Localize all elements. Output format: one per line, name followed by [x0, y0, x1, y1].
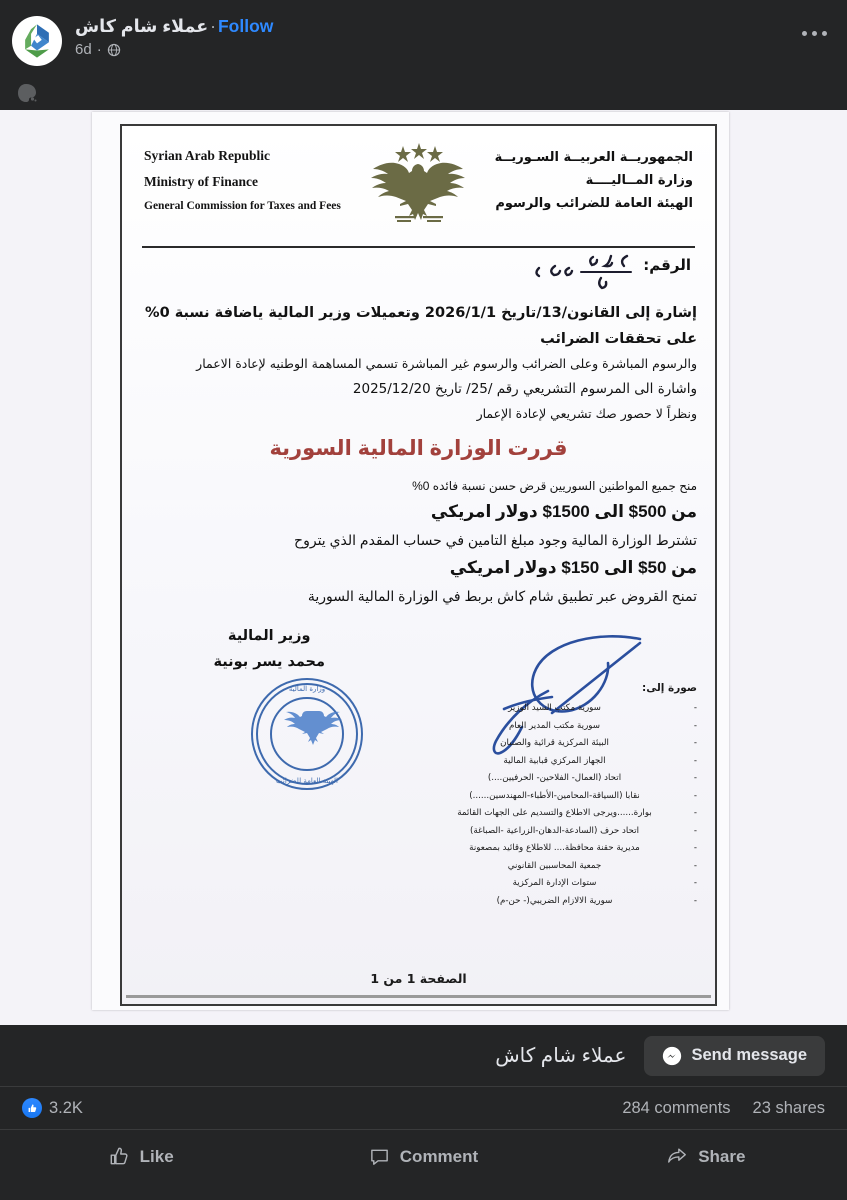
body-line-2: والرسوم المباشرة وعلى الضرائب والرسوم غير المباشرة تسمي المساهمة الوطنيه لإعادة الاعمار	[196, 356, 697, 371]
cc-item-dash: -	[693, 755, 697, 766]
cc-item-dash: -	[693, 738, 697, 748]
signatory-name: محمد يسر بونية	[213, 654, 325, 670]
decree-title: قررت الوزارة المالية السورية	[269, 437, 568, 460]
document-body	[140, 300, 697, 426]
page-cta-bar	[0, 1025, 847, 1087]
letterhead-english	[144, 148, 341, 212]
svg-text:وزارة المالية: وزارة المالية	[288, 685, 326, 693]
letterhead-en-line-3: General Commission for Taxes and Fees	[144, 200, 341, 212]
cc-item-dash: -	[693, 843, 697, 853]
body-line-4: ونظراً لا حصور صك تشريعي لإعادة الإعمار	[476, 406, 697, 421]
post-options-menu[interactable]	[802, 31, 827, 36]
cc-item-text: الجهاز المركزي قبابية المالية	[503, 755, 606, 766]
document-frame	[120, 124, 717, 1006]
letterhead-en-line-2: Ministry of Finance	[144, 174, 258, 189]
term-line-2: من 500$ الى 1500$ دولار امريكي	[430, 502, 697, 521]
globe-icon[interactable]	[107, 43, 121, 57]
cc-item-text: جمعية المحاسبين القانوني	[507, 860, 602, 871]
cc-item-dash: -	[693, 878, 697, 888]
cc-list-items	[432, 700, 697, 910]
cta-page-name: عملاء شام كاش	[495, 1045, 627, 1067]
cc-item-dash: -	[693, 895, 697, 906]
ellipsis-icon	[812, 31, 817, 36]
comments-count[interactable]: 284 comments	[622, 1098, 731, 1117]
footer-divider	[126, 995, 711, 998]
send-message-button[interactable]	[644, 1036, 825, 1076]
letterhead-ar-line-1: الجمهوريــة العربيــة السـوريــة	[494, 150, 693, 165]
cc-list-item	[432, 893, 697, 911]
body-line-3: واشارة الى المرسوم التشريعي رقم /25/ تاريخ 2025/12/20	[352, 381, 697, 397]
cc-list-item	[432, 840, 697, 858]
profile-silhouette-icon	[14, 82, 40, 106]
document-footer: الصفحة 1 من 1	[370, 971, 467, 986]
post-image[interactable]	[0, 110, 847, 1025]
letterhead-arabic	[495, 146, 693, 215]
cc-list-item	[432, 718, 697, 736]
body-line-1: إشارة إلى القانون/13/تاريخ 2026/1/1 وتعميلات وزير المالية ياضافة نسبة 0% على تحققات الضرائب	[145, 305, 697, 347]
reaction-summary[interactable]	[22, 1098, 83, 1118]
document-number-row	[140, 248, 697, 300]
reaction-count: 3.2K	[49, 1098, 83, 1117]
post-timestamp[interactable]: 6d	[75, 41, 92, 58]
cc-list-item	[432, 788, 697, 806]
letterhead-ar-line-2: وزارة المــاليــــة	[585, 173, 693, 188]
post-action-bar	[0, 1129, 847, 1183]
letterhead	[140, 140, 697, 244]
comment-bubble-icon	[369, 1146, 390, 1167]
cc-item-dash: -	[693, 790, 697, 801]
page-name[interactable]: عملاء شام كاش	[75, 16, 209, 36]
shares-count[interactable]: 23 shares	[752, 1098, 825, 1117]
comment-button-label: Comment	[399, 1146, 479, 1166]
cc-item-dash: -	[693, 773, 697, 783]
cc-item-text: نقابا (السياقة-المحامين-الأطباء-المهندسين......)	[469, 790, 640, 801]
share-arrow-icon	[666, 1146, 688, 1167]
ellipsis-icon	[822, 31, 827, 36]
term-line-3: تشترط الوزارة المالية وجود مبلغ التامين في حساب المقدم الذي يتروح	[294, 532, 697, 548]
post-header	[0, 0, 847, 110]
document-page	[92, 112, 729, 1010]
messenger-icon	[662, 1046, 682, 1066]
cc-item-dash: -	[693, 808, 697, 818]
follow-button[interactable]: Follow	[217, 16, 274, 36]
document-number-label: الرقم:	[643, 256, 691, 274]
cc-list-item	[432, 805, 697, 823]
cc-list-item	[432, 735, 697, 753]
cc-list	[432, 682, 697, 910]
cc-item-dash: -	[693, 720, 697, 731]
cc-item-text: مديرية حقنة محافظة.... للاطلاع وقائيد بمصعونة	[469, 843, 640, 853]
cc-list-item	[432, 770, 697, 788]
term-line-5: تمنح القروض عبر تطبيق شام كاش بربط في الوزارة المالية السورية	[307, 588, 697, 604]
handwritten-number	[515, 250, 645, 296]
post-meta	[75, 40, 273, 59]
meta-separator: ·	[96, 41, 102, 58]
official-stamp-icon	[247, 675, 367, 793]
share-button[interactable]	[565, 1130, 847, 1183]
ellipsis-icon	[802, 31, 807, 36]
post-author-line	[75, 15, 273, 37]
cc-list-item	[432, 875, 697, 893]
avatar[interactable]	[12, 16, 62, 66]
cc-item-dash: -	[693, 860, 697, 871]
signatory-title: وزير المالية	[227, 628, 311, 644]
cc-item-text: سورية مكتب السيد الوزير	[508, 703, 601, 713]
term-line-4: من 50$ الى 150$ دولار امريكي	[449, 558, 697, 577]
cc-item-text: سورية الالازام الضريبي(- حن-م)	[496, 895, 613, 906]
cc-item-text: اتحاد حرف (السادعة-الدهان-الزراعية -الصباغة)	[470, 825, 639, 836]
letterhead-ar-line-3: الهيئة العامة للضرائب والرسوم	[495, 196, 693, 211]
cc-list-item	[432, 858, 697, 876]
cc-item-text: ستوات الإدارة المركزية	[512, 878, 597, 888]
thumbs-up-icon	[109, 1146, 130, 1167]
cc-list-title: صورة إلى:	[642, 682, 697, 694]
decree-terms	[140, 475, 697, 609]
svg-text:الهيئة العامة للضرائب: الهيئة العامة للضرائب	[276, 777, 338, 785]
cc-list-item	[432, 700, 697, 718]
cc-item-dash: -	[693, 825, 697, 836]
send-message-label: Send message	[691, 1046, 807, 1064]
page-avatar-logo	[18, 22, 56, 60]
term-line-1: منح جميع المواطنين السوريين قرض حسن نسبة فائده 0%	[412, 479, 697, 493]
cc-item-dash: -	[693, 703, 697, 713]
comment-button[interactable]	[282, 1130, 564, 1183]
cc-item-text: البيئة المركزية قرائية والصنبان	[500, 738, 609, 748]
cc-item-text: اتحاد (العمال- الفلاحين- الحرفيين....)	[487, 773, 622, 783]
cc-item-text: بوارة......ويرجى الاطلاع والتسديم على الجهات القائمة	[457, 808, 652, 818]
like-button[interactable]	[0, 1130, 282, 1183]
share-button-label: Share	[698, 1146, 746, 1166]
engagement-counts	[0, 1087, 847, 1129]
cc-list-item	[432, 753, 697, 771]
like-button-label: Like	[139, 1146, 174, 1166]
like-reaction-icon	[22, 1098, 42, 1118]
syrian-eagle-emblem-icon	[359, 140, 479, 240]
letterhead-en-line-1: Syrian Arab Republic	[144, 148, 271, 163]
signature-block	[213, 623, 325, 675]
name-separator: ·	[210, 16, 216, 36]
cc-list-item	[432, 823, 697, 841]
cc-item-text: سورية مكتب المدير العام	[508, 720, 601, 731]
